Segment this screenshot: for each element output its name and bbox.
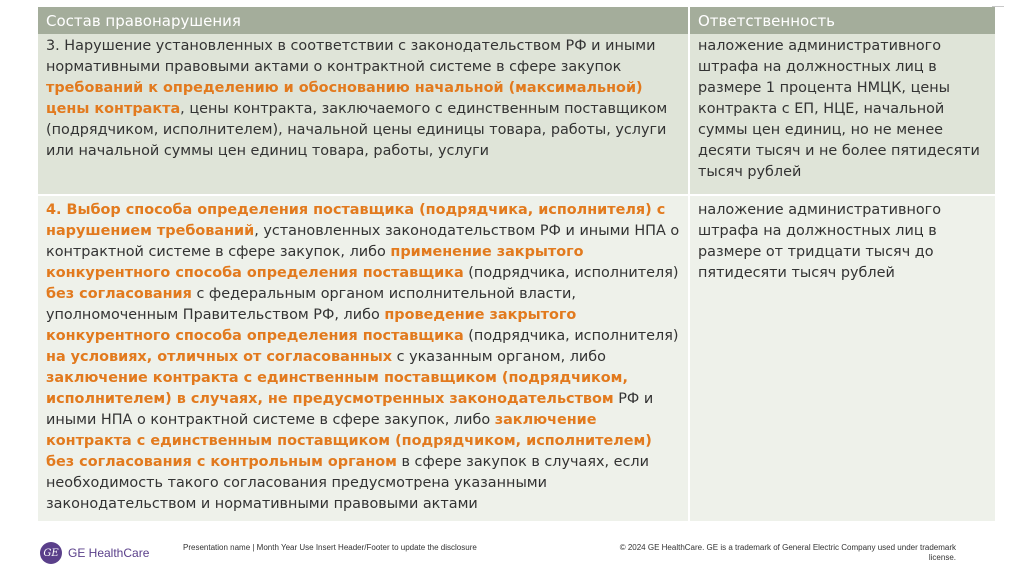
highlighted-text: 4. Выбор способа определения поставщика (подрядчика, исполнителя) с нарушением требований (46, 202, 666, 239)
offense-liability-table (38, 7, 995, 521)
highlighted-text: проведение закрытого конкурентного способа определения поставщика (46, 307, 577, 344)
offense-text: (подрядчика, исполнителя) (463, 265, 679, 281)
offense-text: , установленных законодательством РФ и иными НПА о контрактной системе в сфере закупок, либо (46, 223, 680, 260)
offense-text: в сфере закупок в случаях, если необходимость такого согласования предусмотрена указанными законодательством и нормативными правовыми актами (46, 454, 649, 512)
ge-healthcare-logo (40, 542, 149, 564)
table-row (38, 195, 995, 521)
offense-text: с федеральным органом исполнительной власти, уполномоченным Правительством РФ, либо (46, 286, 576, 323)
presentation-disclosure: Presentation name | Month Year Use Insert Header/Footer to update the disclosure (183, 543, 477, 552)
highlighted-text: применение закрытого конкурентного способа определения поставщика (46, 244, 584, 281)
table-header-row (38, 7, 995, 34)
liability-cell: наложение административного штрафа на должностных лиц в размере 1 процента НМЦК, цены контракта с ЕП, НЦЕ, начальной суммы цен единиц, но не менее десяти тысяч и не более пятидесяти тысяч рублей (689, 34, 995, 195)
offense-text: РФ и иными НПА о контрактной системе в сфере закупок, либо (46, 391, 654, 428)
offense-text: с указанным органом, либо (392, 349, 606, 365)
highlighted-text: на условиях, отличных от согласованных (46, 349, 393, 365)
header-liability: Ответственность (689, 7, 995, 34)
offense-text: 3. Нарушение установленных в соответствии с законодательством РФ и иными нормативными правовыми актами о контрактной системе в сфере закупок (46, 38, 656, 75)
ge-monogram-icon: GE (40, 542, 62, 564)
logo-text: GE HealthCare (68, 546, 150, 560)
offense-text: , цены контракта, заключаемого с единственным поставщиком (подрядчиком, исполнителем), начальной цены единицы товара, работы, услуги или начальной суммы цен единиц товара, работы, услуги (46, 101, 668, 159)
offense-cell (38, 195, 689, 521)
highlighted-text: заключение контракта с единственным поставщиком (подрядчиком, исполнителем) без согласования с контрольным органом (46, 412, 652, 470)
highlighted-text: требований к определению и обоснованию начальной (максимальной) цены контракта (46, 80, 643, 117)
offense-text: (подрядчика, исполнителя) (463, 328, 679, 344)
table-row (38, 34, 995, 195)
highlighted-text: без согласования (46, 286, 192, 302)
offense-cell (38, 34, 689, 195)
header-offense: Состав правонарушения (38, 7, 689, 34)
copyright-notice: © 2024 GE HealthCare. GE is a trademark of General Electric Company used under trademark license. (619, 543, 956, 562)
liability-cell: наложение административного штрафа на должностных лиц в размере от тридцати тысяч до пятидесяти тысяч рублей (689, 195, 995, 521)
highlighted-text: заключение контракта с единственным поставщиком (подрядчиком, исполнителем) в случаях, не предусмотренных законодательством (46, 370, 628, 407)
